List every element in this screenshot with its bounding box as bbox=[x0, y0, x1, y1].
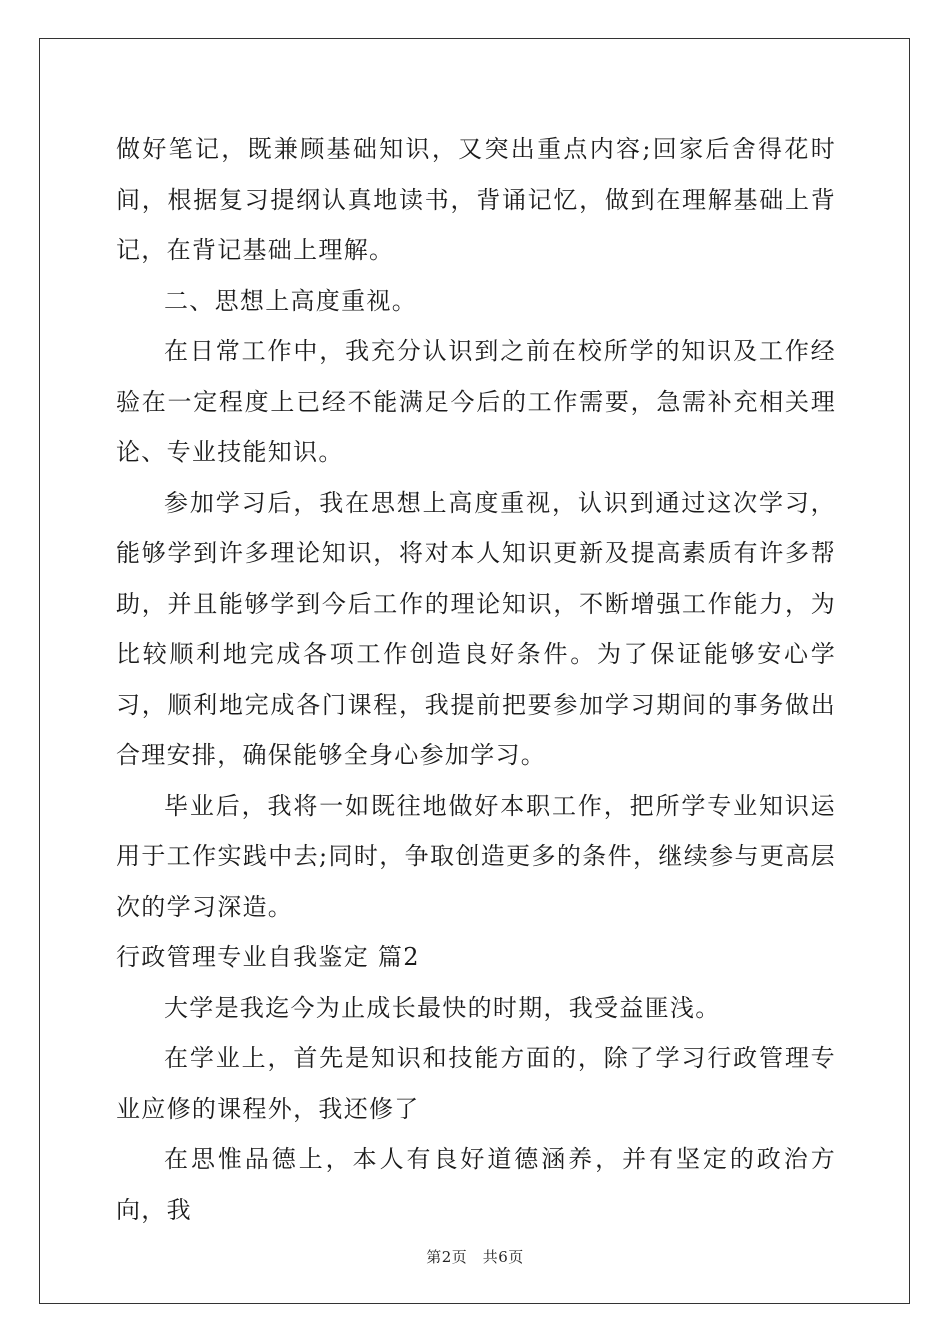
paragraph-1: 做好笔记，既兼顾基础知识，又突出重点内容;回家后舍得花时间，根据复习提纲认真地读书，背诵记忆，做到在理解基础上背记，在背记基础上理解。 bbox=[116, 135, 836, 264]
paragraph-3: 参加学习后，我在思想上高度重视，认识到通过这次学习，能够学到许多理论知识，将对本人知识更新及提高素质有许多帮助，并且能够学到今后工作的理论知识，不断增强工作能力，为比较顺利地完成各项工作创造良好条件。为了保证能够安心学习，顺利地完成各门课程，我提前把要参加学习期间的事务做出合理安排，确保能够全身心参加学习。 bbox=[116, 488, 836, 769]
page-number-footer: 第2页 共6页 bbox=[426, 1248, 524, 1266]
paragraph-5: 大学是我迄今为止成长最快的时期，我受益匪浅。 bbox=[164, 993, 721, 1022]
paragraph-4: 毕业后，我将一如既往地做好本职工作，把所学专业知识运用于工作实践中去;同时，争取创造更多的条件，继续参与更高层次的学习深造。 bbox=[116, 791, 836, 921]
article-title: 行政管理专业自我鉴定 篇2 bbox=[116, 943, 420, 971]
document-body bbox=[116, 124, 836, 1235]
paragraph-2: 在日常工作中，我充分认识到之前在校所学的知识及工作经验在一定程度上已经不能满足今后的工作需要，急需补充相关理论、专业技能知识。 bbox=[116, 337, 836, 466]
section-heading-2: 二、思想上高度重视。 bbox=[164, 286, 417, 315]
paragraph-7: 在思惟品德上，本人有良好道德涵养，并有坚定的政治方向，我 bbox=[116, 1145, 836, 1224]
paragraph-6: 在学业上，首先是知识和技能方面的，除了学习行政管理专业应修的课程外，我还修了 bbox=[116, 1044, 836, 1123]
